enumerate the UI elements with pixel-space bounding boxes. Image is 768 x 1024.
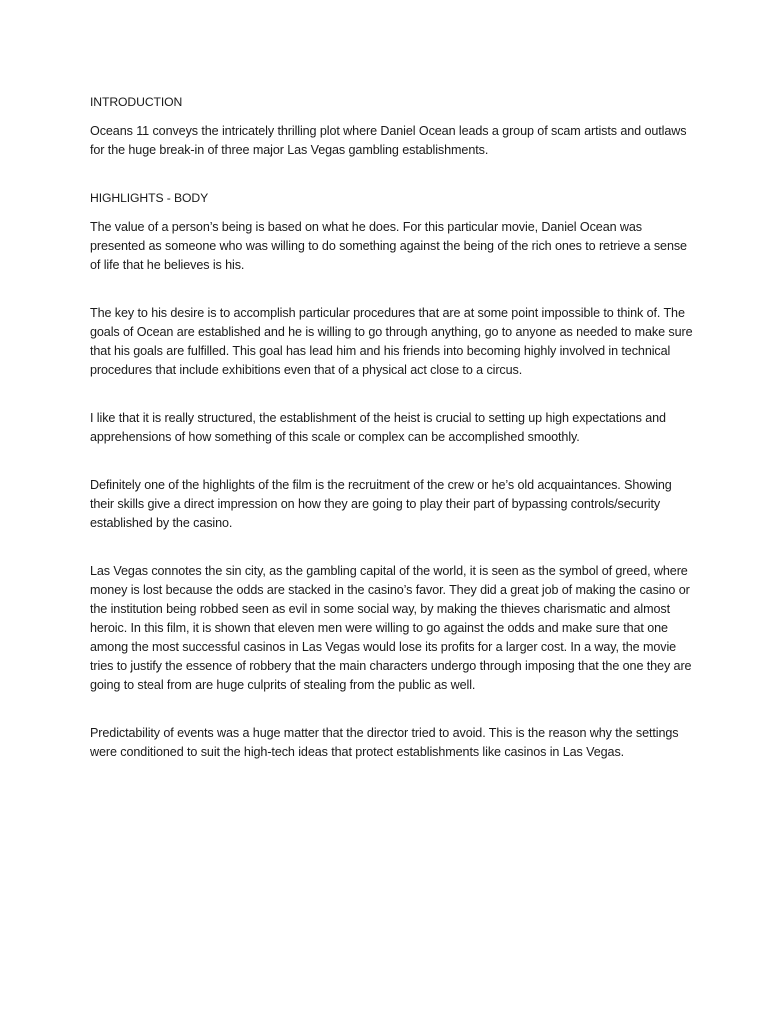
spacer (90, 695, 698, 724)
intro-paragraph: Oceans 11 conveys the intricately thrilling plot where Daniel Ocean leads a group of scam artists and outlaws for the huge break-in of three major Las Vegas gambling establishments. (90, 124, 687, 157)
body-paragraph-1: The value of a person’s being is based on what he does. For this particular movie, Daniel Ocean was presented as someone who was willing to do something against the being of the rich ones to retrieve a sense of life that he believes is his. (90, 220, 687, 272)
body-paragraph-3: I like that it is really structured, the establishment of the heist is crucial to setting up high expectations and apprehensions of how something of this scale or complex can be accomplished smoothly. (90, 411, 666, 444)
spacer (90, 533, 698, 562)
body-paragraph-5: Las Vegas connotes the sin city, as the gambling capital of the world, it is seen as the symbol of greed, where money is lost because the odds are stacked in the casino’s favor. They did a great job of making the casino or the institution being robbed seen as evil in some social way, by making the thieves charismatic and almost heroic. In this film, it is shown that eleven men were willing to go against the odds and make sure that one among the most successful casinos in Las Vegas would lose its profits for a larger cost. In a way, the movie tries to justify the essence of robbery that the main characters undergo through imposing that the one they are going to steal from are huge culprits of stealing from the public as well. (90, 564, 692, 692)
spacer (90, 160, 698, 189)
spacer (90, 447, 698, 476)
spacer (90, 380, 698, 409)
spacer (90, 112, 698, 122)
intro-heading: INTRODUCTION (90, 95, 183, 109)
spacer (90, 275, 698, 304)
body-heading: HIGHLIGHTS - BODY (90, 191, 209, 205)
body-paragraph-6: Predictability of events was a huge matter that the director tried to avoid. This is the reason why the settings were conditioned to suit the high-tech ideas that protect establishments like casinos in Las Vegas. (90, 726, 679, 759)
body-paragraph-2: The key to his desire is to accomplish particular procedures that are at some point impossible to think of. The goals of Ocean are established and he is willing to go through anything, go to anyone as needed to make sure that his goals are fulfilled. This goal has lead him and his friends into becoming highly involved in technical procedures that include exhibitions even that of a physical act close to a circus. (90, 306, 693, 377)
body-paragraph-4: Definitely one of the highlights of the film is the recruitment of the crew or he’s old acquaintances. Showing their skills give a direct impression on how they are going to play their part of bypassing controls/security established by the casino. (90, 478, 672, 530)
spacer (90, 208, 698, 218)
document-body (90, 93, 698, 762)
